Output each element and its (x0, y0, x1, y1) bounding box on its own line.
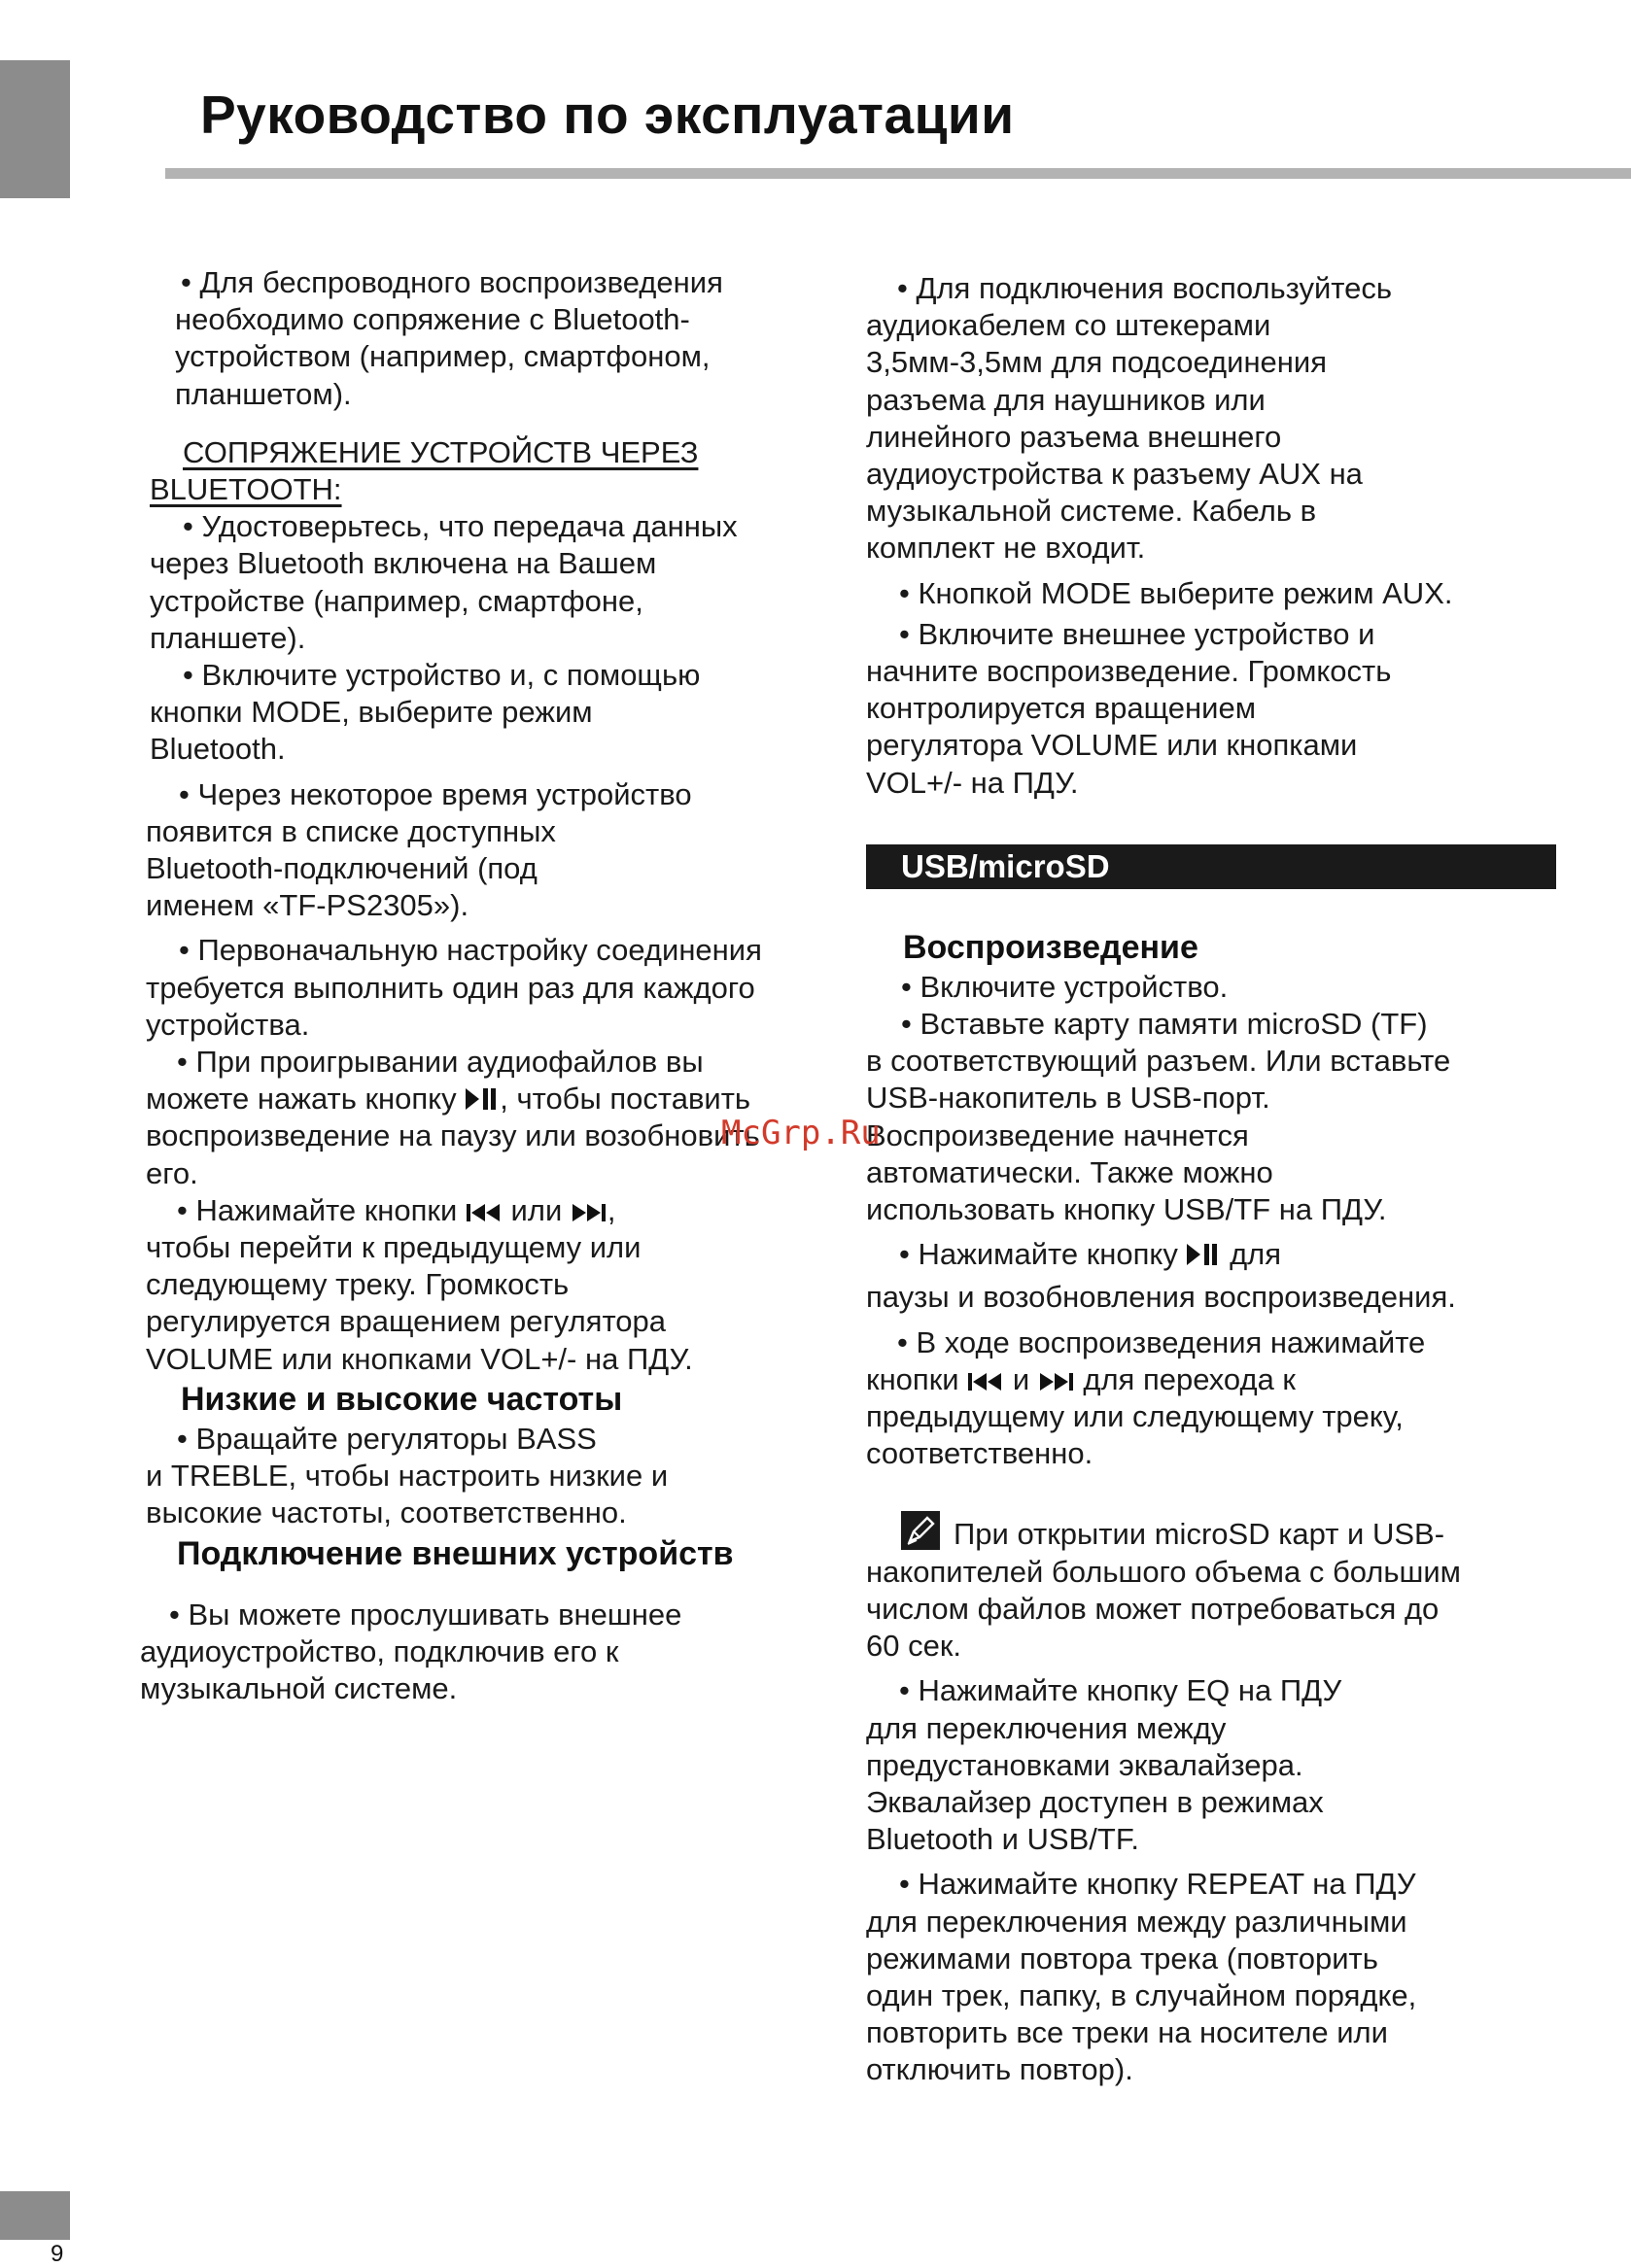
text-line: VOLUME или кнопками VOL+/- на ПДУ. (146, 1341, 693, 1376)
bass-treble-heading: Низкие и высокие частоты (181, 1380, 623, 1418)
bt-step-device-list (146, 776, 816, 925)
playback-heading: Воспроизведение (903, 928, 1198, 966)
text-line: автоматически. Также можно (866, 1154, 1273, 1189)
text-line: • Нажимайте кнопку EQ на ПДУ (899, 1673, 1342, 1708)
note-paragraph (866, 1511, 1537, 1665)
text-line (866, 1236, 1537, 1273)
text-line: именем «TF-PS2305»). (146, 888, 469, 923)
inline-text: , чтобы поставить (500, 1082, 751, 1117)
usb-power-step (866, 969, 1537, 1006)
text-line: режимами повтора трека (повторить (866, 1941, 1378, 1976)
text-line: планшете). (150, 620, 306, 655)
text-line: Bluetooth. (150, 732, 286, 767)
inline-text: для (1221, 1237, 1282, 1272)
text-line: один трек, папку, в случайном порядке, (866, 1977, 1417, 2012)
pairing-heading-line: BLUETOOTH: (150, 472, 342, 507)
title-rule (165, 168, 1631, 179)
aux-playback-step (866, 616, 1537, 802)
text-line: Воспроизведение начнется (866, 1117, 1249, 1152)
bt-step-track-nav (146, 1192, 816, 1378)
text-line: предыдущему или следующему треку, (866, 1399, 1404, 1434)
previous-track-icon (466, 1202, 503, 1223)
text-line: музыкальной системе. Кабель в (866, 494, 1317, 529)
text-line: устройством (например, смартфоном, (175, 339, 711, 374)
text-line: Bluetooth-подключений (под (146, 851, 538, 886)
previous-track-icon (967, 1371, 1004, 1392)
text-line: устройства. (146, 1007, 310, 1042)
inline-text: можете нажать кнопку (146, 1082, 466, 1117)
text-line: Эквалайзер доступен в режимах (866, 1784, 1324, 1819)
usb-insert-step (866, 1006, 1537, 1228)
text-line: 3,5мм-3,5мм для подсоединения (866, 345, 1328, 380)
text-line: • Вращайте регуляторы BASS (177, 1421, 597, 1456)
note-pencil-icon (901, 1511, 940, 1550)
bt-step-mode (146, 657, 816, 769)
left-column (140, 264, 816, 1707)
text-line: • Вы можете прослушивать внешнее (169, 1597, 682, 1632)
external-devices-paragraph (140, 1597, 816, 1708)
text-line: воспроизведение на паузу или возобновить (146, 1118, 760, 1153)
text-line: • Первоначальную настройку соединения (179, 933, 762, 968)
text-line: • При проигрывании аудиофайлов вы (177, 1045, 704, 1080)
pairing-heading-line: СОПРЯЖЕНИЕ УСТРОЙСТВ ЧЕРЕЗ (183, 434, 699, 469)
text-line: разъема для наушников или (866, 382, 1266, 417)
text-line: VOL+/- на ПДУ. (866, 765, 1079, 800)
watermark: McGrp.Ru (721, 1114, 881, 1152)
text-line (146, 1081, 816, 1117)
side-tab-bottom (0, 2191, 70, 2240)
text-line: USB-накопитель в USB-порт. (866, 1081, 1270, 1116)
inline-text: • Нажимайте кнопки (177, 1192, 466, 1227)
inline-text: При открытии microSD карт и USB- (954, 1517, 1445, 1552)
inline-text: , (607, 1192, 616, 1227)
next-track-icon (1038, 1371, 1075, 1392)
text-line: следующему треку. Громкость (146, 1267, 570, 1302)
usb-track-nav-step (866, 1324, 1537, 1473)
text-line: планшетом). (175, 376, 352, 411)
page-number: 9 (51, 2241, 64, 2267)
text-line: регулируется вращением регулятора (146, 1304, 667, 1339)
repeat-step (866, 1866, 1537, 2088)
external-devices-heading: Подключение внешних устройств (177, 1534, 734, 1572)
text-line: кнопки MODE, выберите режим (150, 695, 593, 730)
text-line (866, 1361, 1537, 1398)
text-line (146, 1192, 816, 1229)
text-line: Bluetooth и USB/TF. (866, 1822, 1139, 1857)
text-line: соответственно. (866, 1436, 1093, 1471)
text-line: числом файлов может потребоваться до (866, 1591, 1440, 1626)
text-line: комплект не входит. (866, 531, 1146, 566)
inline-text: или (502, 1192, 571, 1227)
text-line: в соответствующий разъем. Или вставьте (866, 1044, 1451, 1079)
text-line: высокие частоты, соответственно. (146, 1495, 627, 1530)
pairing-heading (146, 434, 816, 508)
text-line: • Для беспроводного воспроизведения (181, 265, 723, 299)
text-line: чтобы перейти к предыдущему или (146, 1230, 642, 1265)
inline-text: кнопки (866, 1361, 968, 1396)
text-line: музыкальной системе. (140, 1670, 458, 1705)
text-line: его. (146, 1155, 198, 1190)
bt-step-enable (146, 508, 816, 657)
text-line: появится в списке доступных (146, 813, 556, 848)
text-line: паузы и возобновления воспроизведения. (866, 1280, 1456, 1315)
text-line: аудиоустройства к разъему AUX на (866, 457, 1363, 492)
text-line: • Вставьте карту памяти microSD (TF) (901, 1007, 1428, 1042)
inline-text: • Нажимайте кнопку (899, 1237, 1187, 1272)
inline-text: для перехода к (1074, 1361, 1296, 1396)
text-line: требуется выполнить один раз для каждого (146, 970, 755, 1005)
side-tab-top (0, 60, 70, 198)
text-line: • Для подключения воспользуйтесь (897, 271, 1393, 305)
right-column (866, 270, 1537, 2089)
text-line: для переключения между (866, 1710, 1227, 1745)
text-line: для переключения между различными (866, 1904, 1407, 1939)
eq-step (866, 1672, 1537, 1858)
inline-text: и (1004, 1361, 1038, 1396)
text-line: регулятора VOLUME или кнопками (866, 728, 1358, 763)
bt-step-pause (146, 1044, 816, 1192)
text-line: • Включите внешнее устройство и (899, 616, 1375, 651)
text-line: аудиокабелем со штекерами (866, 308, 1271, 343)
page-title: Руководство по эксплуатации (200, 85, 1015, 145)
bt-intro-paragraph (146, 264, 816, 413)
text-line: • Кнопкой MODE выберите режим AUX. (899, 575, 1453, 610)
text-line: 60 сек. (866, 1629, 962, 1664)
text-line: контролируется вращением (866, 691, 1257, 726)
text-line: • Включите устройство. (901, 969, 1229, 1004)
text-line: предустановками эквалайзера. (866, 1747, 1303, 1782)
play-pause-icon (1186, 1242, 1221, 1267)
text-line (866, 1511, 1537, 1553)
text-line: через Bluetooth включена на Вашем (150, 546, 657, 581)
text-line: • Удостоверьтесь, что передача данных (183, 509, 738, 544)
text-line: • Включите устройство и, с помощью (183, 658, 701, 693)
text-line: • В ходе воспроизведения нажимайте (897, 1324, 1426, 1359)
bass-treble-paragraph (146, 1421, 816, 1532)
text-line: • Нажимайте кнопку REPEAT на ПДУ (899, 1867, 1416, 1902)
text-line: линейного разъема внешнего (866, 419, 1282, 454)
usb-microsd-section-bar: USB/microSD (866, 844, 1556, 889)
next-track-icon (571, 1202, 607, 1223)
aux-cable-paragraph (866, 270, 1537, 567)
text-line: и TREBLE, чтобы настроить низкие и (146, 1459, 669, 1494)
text-line: устройстве (например, смартфоне, (150, 583, 643, 618)
bt-step-first-setup (146, 932, 816, 1044)
text-line: необходимо сопряжение с Bluetooth- (175, 302, 690, 337)
text-line: повторить все треки на носителе или (866, 2015, 1388, 2050)
text-line: • Через некоторое время устройство (179, 776, 692, 811)
text-line: накопителей большого объема с большим (866, 1554, 1461, 1589)
text-line: отключить повтор). (866, 2052, 1133, 2087)
aux-mode-step (866, 575, 1537, 612)
text-line: начните воспроизведение. Громкость (866, 654, 1392, 689)
text-line: аудиоустройство, подключив его к (140, 1633, 619, 1668)
usb-pause-step (866, 1236, 1537, 1316)
play-pause-icon (465, 1086, 500, 1112)
text-line: использовать кнопку USB/TF на ПДУ. (866, 1192, 1387, 1227)
